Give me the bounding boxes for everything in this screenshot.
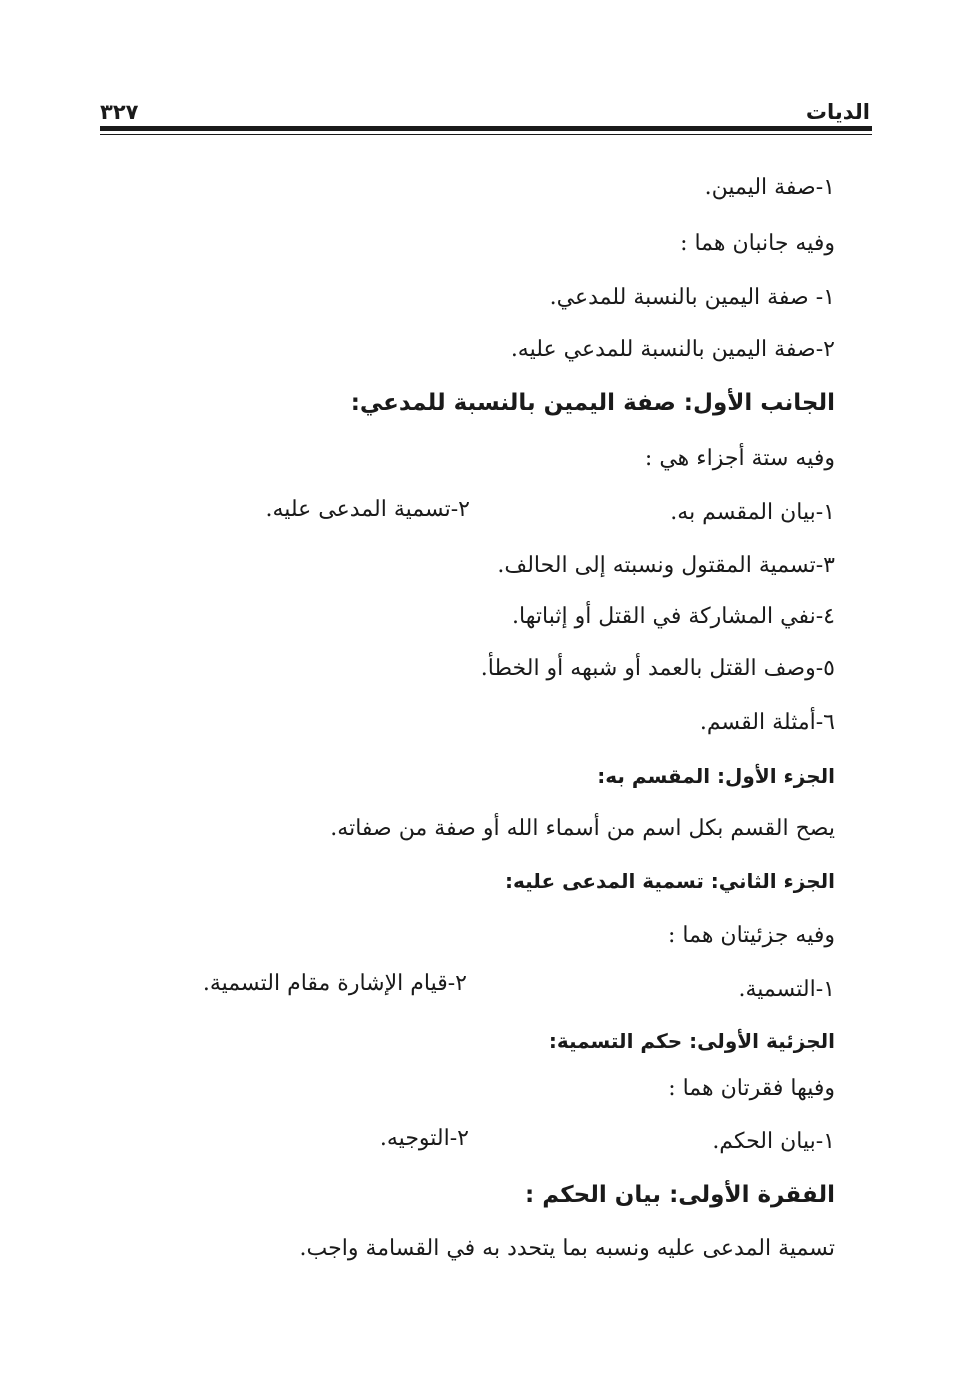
list-item: ١-صفة اليمين. [704, 175, 835, 200]
list-item: ١- صفة اليمين بالنسبة للمدعي. [549, 285, 835, 310]
subsection-heading: الجزء الثاني: تسمية المدعى عليه: [505, 869, 835, 893]
paragraph: وفيها فقرتان هما : [668, 1076, 835, 1101]
list-item: ٦-أمثلة القسم. [699, 710, 835, 735]
list-item: ٢-قيام الإشارة مقام التسمية. [202, 971, 467, 996]
paragraph: يصح القسم بكل اسم من أسماء الله أو صفة من صفاته. [330, 816, 835, 841]
running-title: الديات [805, 100, 870, 124]
page-number: ٣٢٧ [100, 100, 139, 124]
paragraph: وفيه جانبان هما : [680, 231, 835, 256]
list-item: ٢-التوجيه. [379, 1126, 469, 1151]
paragraph: تسمية المدعى عليه ونسبه بما يتحدد به في القسامة واجب. [299, 1236, 835, 1261]
list-item: ٣-تسمية المقتول ونسبته إلى الحالف. [497, 553, 835, 578]
paragraph: وفيه ستة أجزاء هي : [644, 446, 835, 471]
list-item: ١-بيان الحكم. [712, 1129, 835, 1154]
list-item: ٢-صفة اليمين بالنسبة للمدعي عليه. [510, 337, 835, 362]
list-item: ١-بيان المقسم به. [670, 500, 835, 525]
list-item: ١-التسمية. [738, 977, 835, 1002]
header-rule-thin [100, 134, 872, 135]
list-item: ٥-وصف القتل بالعمد أو شبهه أو الخطأ. [480, 656, 835, 681]
section-heading: الجانب الأول: صفة اليمين بالنسبة للمدعي: [350, 390, 835, 416]
paragraph: وفيه جزئيتان هما : [668, 923, 835, 948]
header-rule [100, 126, 872, 131]
subsection-heading: الجزء الأول: المقسم به: [597, 764, 835, 788]
list-item: ٤-نفي المشاركة في القتل أو إثباتها. [512, 604, 835, 629]
subsection-heading: الجزئية الأولى: حكم التسمية: [548, 1029, 835, 1053]
list-item: ٢-تسمية المدعى عليه. [265, 497, 470, 522]
subsection-heading: الفقرة الأولى: بيان الحكم : [525, 1182, 835, 1208]
